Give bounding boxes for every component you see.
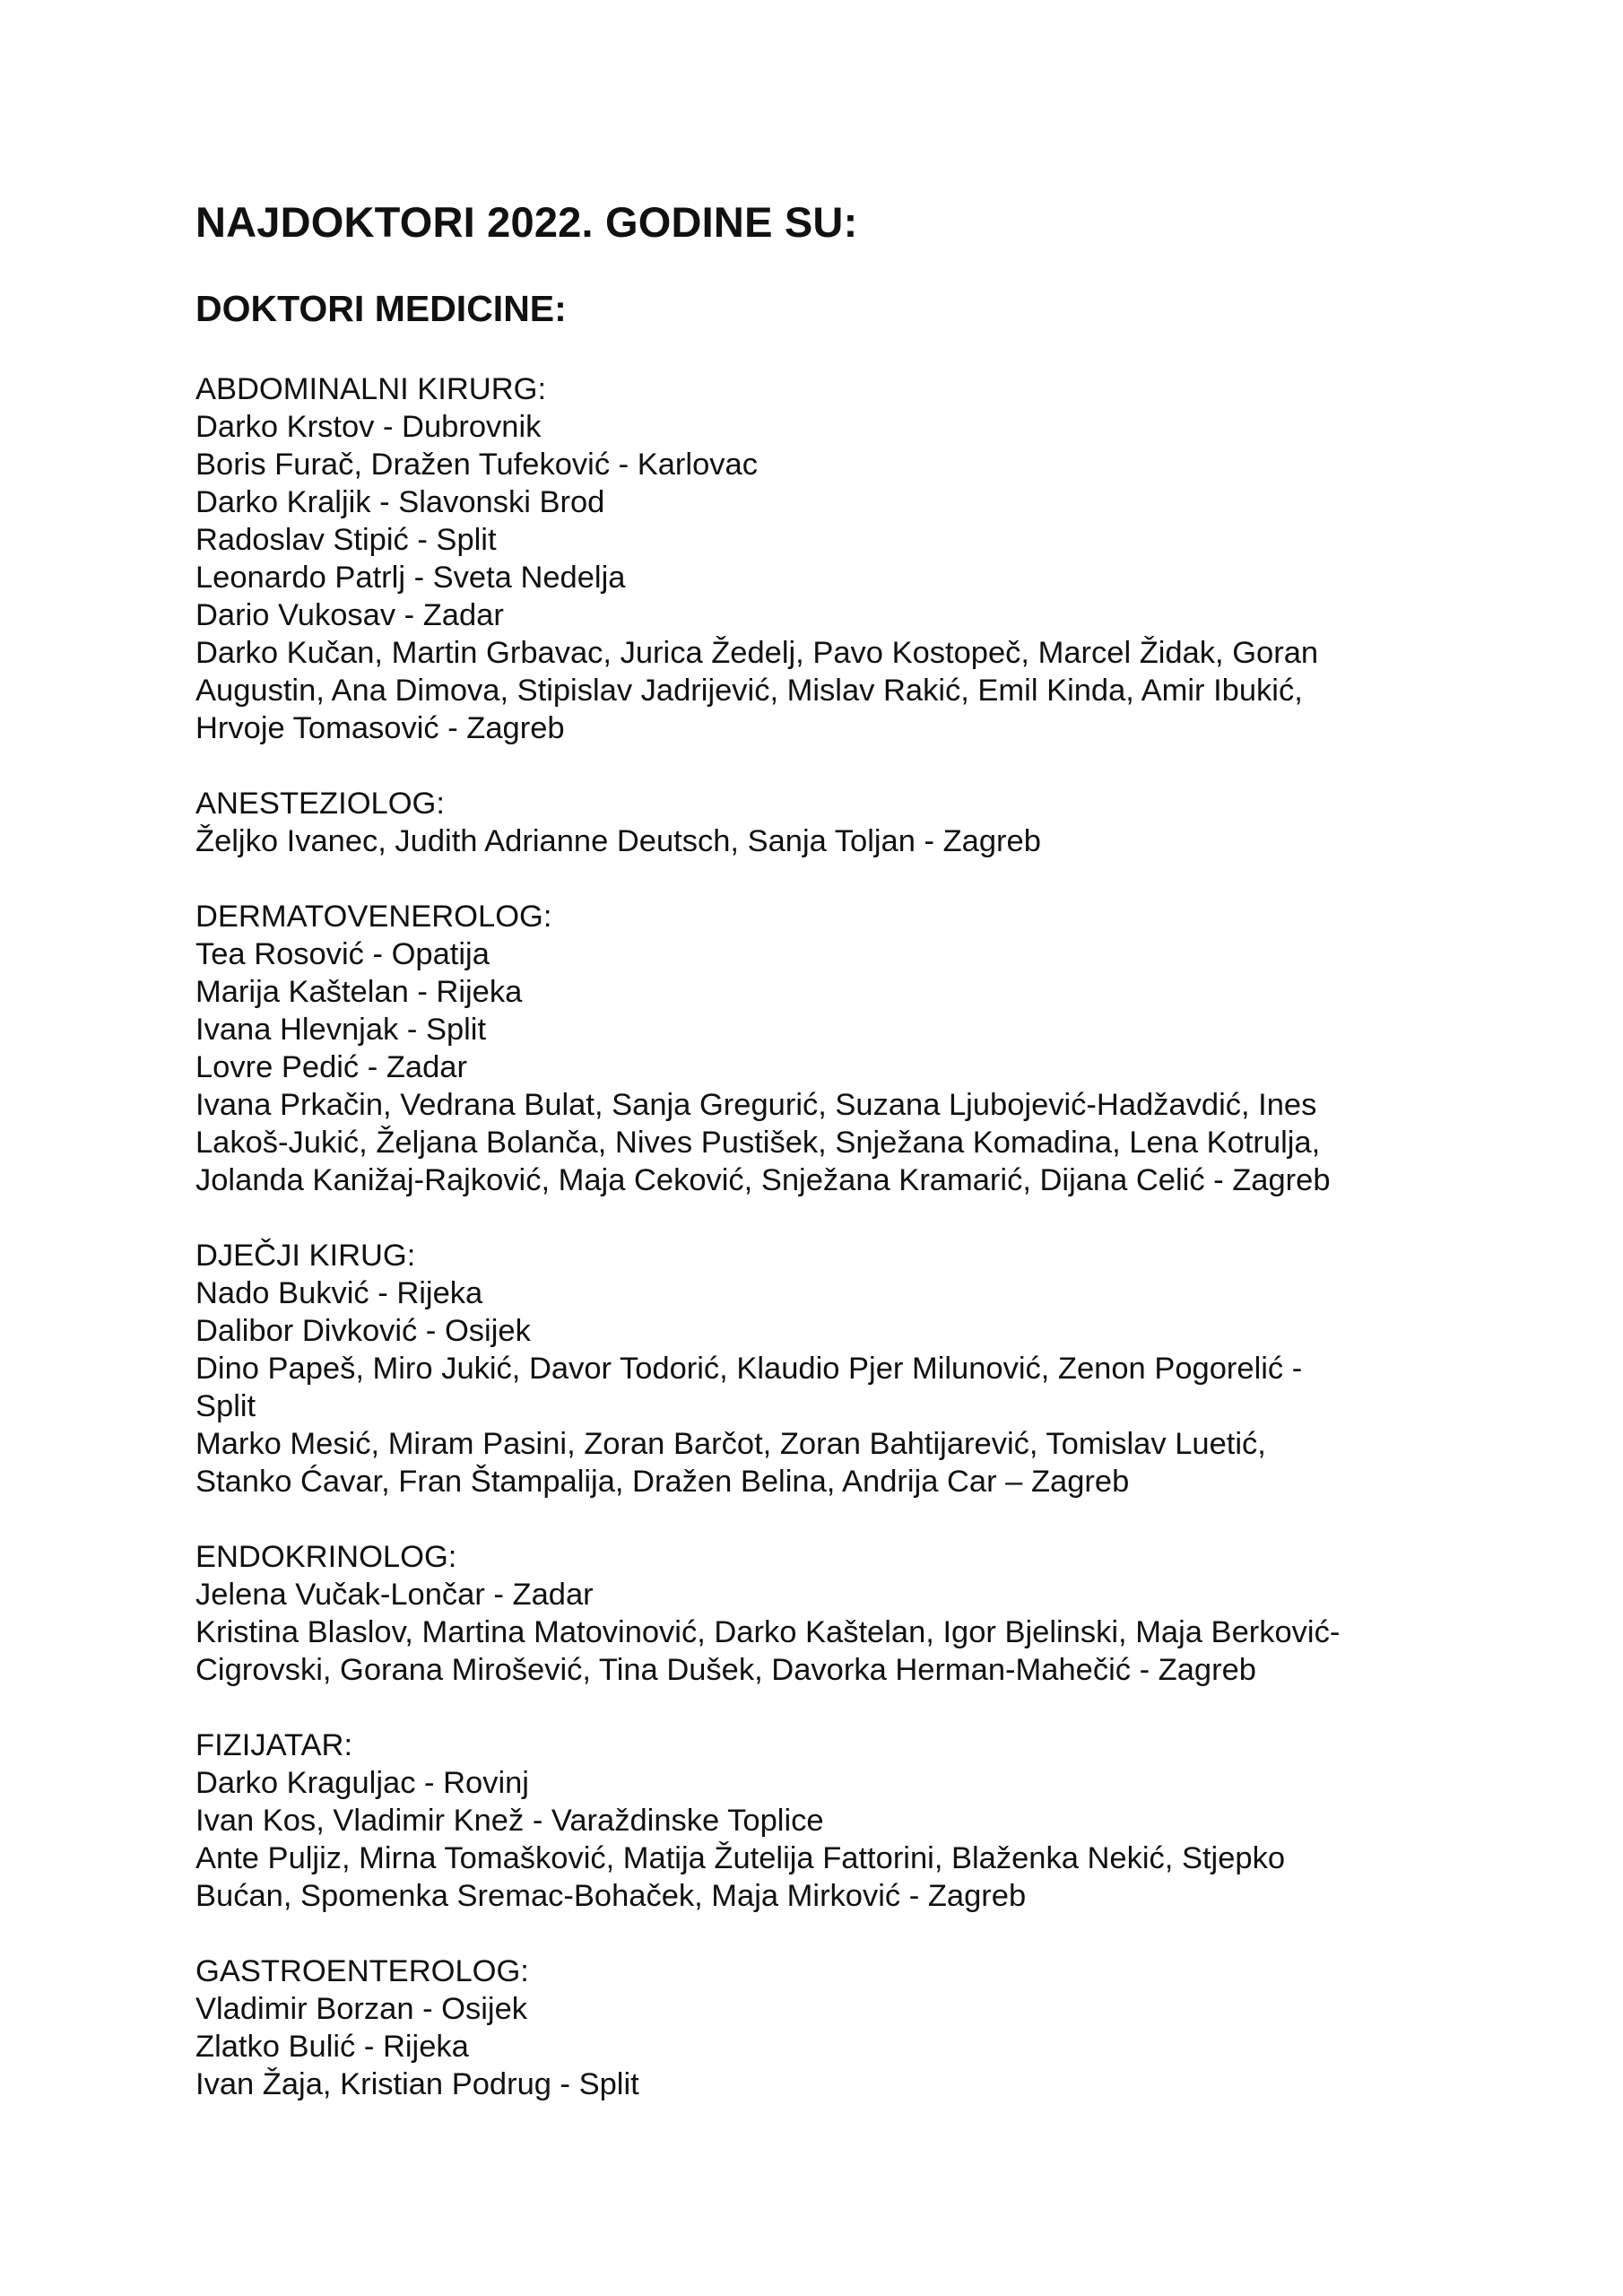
doctor-list-line: Dario Vukosav - Zadar [195,598,504,632]
specialty-section [195,1726,1451,1915]
doctor-list-line: Boris Furač, Dražen Tufeković - Karlovac [195,448,758,482]
doctor-list-line: Radoslav Stipić - Split [195,523,497,557]
doctor-list-line: Ivan Žaja, Kristian Podrug - Split [195,2067,639,2101]
doctor-list-line: Ivana Hlevnjak - Split [195,1013,487,1047]
doctor-list-line: Darko Kraguljac - Rovinj [195,1766,529,1800]
specialty-heading: DERMATOVENEROLOG: [195,900,552,934]
specialty-heading: DJEČJI KIRUG: [195,1239,416,1273]
doctor-list-line: Darko Krstov - Dubrovnik [195,410,542,444]
doctor-list-line: Darko Kučan, Martin Grbavac, Jurica Žedelj, Pavo Kostopeč, Marcel Židak, Goran [195,636,1319,670]
doctor-list-line: Hrvoje Tomasović - Zagreb [195,711,565,745]
document-page [195,196,1451,2141]
specialty-heading: GASTROENTEROLOG: [195,1954,529,1988]
specialty-heading: ANESTEZIOLOG: [195,787,445,821]
doctor-list-line: Marko Mesić, Miram Pasini, Zoran Barčot, Zoran Bahtijarević, Tomislav Luetić, [195,1427,1266,1461]
doctor-list-line: Cigrovski, Gorana Mirošević, Tina Dušek, Davorka Herman-Mahečić - Zagreb [195,1653,1256,1687]
specialty-section [195,1237,1451,1500]
doctor-list-line: Dalibor Divković - Osijek [195,1314,531,1348]
doctor-list-line: Ante Puljiz, Mirna Tomašković, Matija Žutelija Fattorini, Blaženka Nekić, Stjepko [195,1841,1286,1875]
doctor-list-line: Augustin, Ana Dimova, Stipislav Jadrijević, Mislav Rakić, Emil Kinda, Amir Ibukić, [195,674,1303,708]
doctor-list-line: Bućan, Spomenka Sremac-Bohaček, Maja Mirković - Zagreb [195,1879,1027,1913]
specialty-section [195,1952,1451,2103]
specialty-section [195,785,1451,860]
doctor-list-line: Darko Kraljik - Slavonski Brod [195,485,605,519]
page-title: NAJDOKTORI 2022. GODINE SU: [195,198,858,246]
doctor-list-line: Marija Kaštelan - Rijeka [195,975,523,1009]
doctor-list-line: Leonardo Patrlj - Sveta Nedelja [195,561,626,595]
doctor-list-line: Ivan Kos, Vladimir Knež - Varaždinske Toplice [195,1804,824,1838]
doctor-list-line: Vladimir Borzan - Osijek [195,1992,528,2026]
doctor-list-line: Željko Ivanec, Judith Adrianne Deutsch, Sanja Toljan - Zagreb [195,824,1041,858]
doctor-list-line: Lakoš-Jukić, Željana Bolanča, Nives Pustišek, Snježana Komadina, Lena Kotrulja, [195,1126,1321,1160]
doctor-list-line: Zlatko Bulić - Rijeka [195,2030,469,2064]
specialty-heading: ABDOMINALNI KIRURG: [195,372,547,406]
specialty-section [195,1538,1451,1689]
doctor-list-line: Lovre Pedić - Zadar [195,1050,467,1084]
doctor-list-line: Jolanda Kanižaj-Rajković, Maja Ceković, Snježana Kramarić, Dijana Celić - Zagreb [195,1163,1331,1197]
doctor-list-line: Ivana Prkačin, Vedrana Bulat, Sanja Gregurić, Suzana Ljubojević-Hadžavdić, Ines [195,1088,1317,1122]
doctor-list-line: Split [195,1389,256,1423]
specialty-heading: FIZIJATAR: [195,1728,353,1762]
doctor-list-line: Jelena Vučak-Lončar - Zadar [195,1578,594,1612]
specialty-section [195,898,1451,1199]
sections-list [195,370,1451,2103]
doctor-list-line: Tea Rosović - Opatija [195,937,490,971]
specialty-section [195,370,1451,747]
doctor-list-line: Kristina Blaslov, Martina Matovinović, Darko Kaštelan, Igor Bjelinski, Maja Berković- [195,1615,1341,1649]
doctor-list-line: Nado Bukvić - Rijeka [195,1276,483,1310]
doctor-list-line: Dino Papeš, Miro Jukić, Davor Todorić, Klaudio Pjer Milunović, Zenon Pogorelić - [195,1352,1303,1386]
doctor-list-line: Stanko Ćavar, Fran Štampalija, Dražen Belina, Andrija Car – Zagreb [195,1465,1130,1499]
specialty-heading: ENDOKRINOLOG: [195,1540,457,1574]
page-subtitle: DOKTORI MEDICINE: [195,288,567,329]
